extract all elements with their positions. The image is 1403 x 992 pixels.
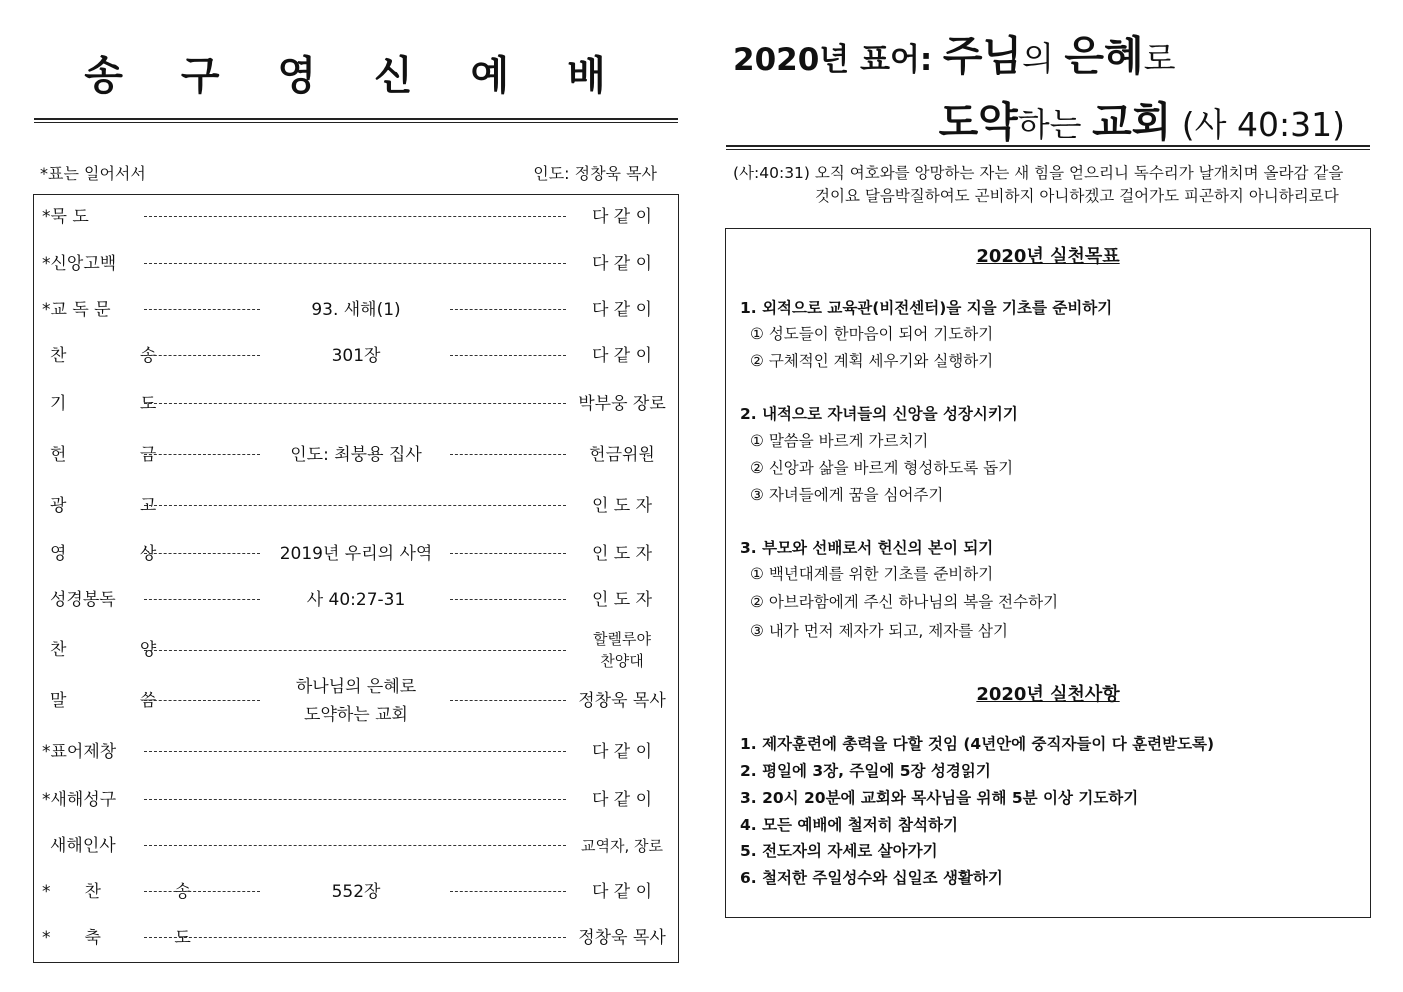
goal-item: ② 구체적인 계획 세우기와 실행하기 bbox=[750, 352, 994, 370]
order-item-detail bbox=[266, 676, 446, 726]
order-row bbox=[34, 580, 678, 620]
goal-item: ② 신앙과 삶을 바르게 형성하도록 돕기 bbox=[750, 459, 1014, 477]
order-item-name: *표어제창 bbox=[42, 742, 117, 762]
order-row bbox=[34, 290, 678, 330]
order-item-person: 다 같 이 bbox=[591, 882, 653, 902]
order-item-detail: 552장 bbox=[331, 882, 381, 902]
order-row bbox=[34, 244, 678, 284]
leader-dots bbox=[144, 751, 566, 752]
service-leader: 인도: 정창욱 목사 bbox=[533, 164, 657, 183]
service-title: 송 구 영 신 예 배 bbox=[84, 53, 628, 99]
order-row bbox=[34, 872, 678, 912]
practice-item: 6. 철저한 주일성수와 십일조 생활하기 bbox=[740, 869, 1003, 887]
goal-item: ① 백년대계를 위한 기초를 준비하기 bbox=[750, 565, 994, 583]
practice-item: 4. 모든 예배에 철저히 참석하기 bbox=[740, 816, 958, 834]
leader-dots bbox=[144, 845, 566, 846]
order-item-person: 다 같 이 bbox=[591, 300, 653, 320]
order-item-name: *신앙고백 bbox=[42, 254, 117, 274]
order-item-name: 찬 양 bbox=[50, 640, 191, 660]
order-row bbox=[34, 628, 678, 672]
practice-item: 1. 제자훈련에 총력을 다할 것임 (4년안에 중직자들이 다 훈련받도록) bbox=[740, 735, 1215, 753]
order-item-person: 다 같 이 bbox=[591, 207, 653, 227]
theme-word: 도약 bbox=[938, 98, 1018, 146]
leader-dots bbox=[144, 309, 260, 310]
practice-title: 2020년 실천사항 bbox=[976, 684, 1120, 705]
order-item-person: 다 같 이 bbox=[591, 790, 653, 810]
theme-particle: 하는 bbox=[1017, 105, 1082, 144]
order-item-name: 영 상 bbox=[50, 544, 191, 564]
practice-item: 2. 평일에 3장, 주일에 5장 성경읽기 bbox=[740, 762, 991, 780]
order-item-detail: 301장 bbox=[331, 346, 381, 366]
theme-line-2 bbox=[939, 98, 1345, 149]
order-row bbox=[34, 918, 678, 958]
order-item-name: 새해인사 bbox=[50, 836, 116, 856]
leader-dots bbox=[450, 553, 566, 554]
order-item-person: 박부웅 장로 bbox=[578, 394, 666, 414]
order-item-name: *축 도 bbox=[42, 928, 225, 948]
order-row bbox=[34, 197, 678, 237]
leader-dots bbox=[144, 799, 566, 800]
leader-dots bbox=[144, 454, 260, 455]
goal-item: ③ 내가 먼저 제자가 되고, 제자를 삼기 bbox=[750, 622, 1009, 640]
leader-dots bbox=[144, 891, 260, 892]
theme-particle: 로 bbox=[1143, 39, 1176, 78]
goals-box bbox=[725, 228, 1371, 918]
order-row bbox=[34, 826, 678, 866]
scripture-verse bbox=[733, 162, 1369, 208]
order-row bbox=[34, 336, 678, 376]
order-item-person-line: 찬양대 bbox=[600, 652, 644, 670]
leader-dots bbox=[450, 891, 566, 892]
theme-divider bbox=[726, 145, 1370, 150]
leader-dots bbox=[450, 454, 566, 455]
leader-dots bbox=[450, 700, 566, 701]
order-row bbox=[34, 486, 678, 526]
theme-word: 교회 bbox=[1092, 98, 1172, 146]
goal-item: ① 성도들이 한마음이 되어 기도하기 bbox=[750, 325, 994, 343]
theme-year-label: 2020년 표어: bbox=[733, 42, 933, 78]
goal-item: ② 아브라함에게 주신 하나님의 복을 전수하기 bbox=[750, 593, 1059, 611]
theme-word: 은혜 bbox=[1064, 32, 1144, 80]
practice-item: 3. 20시 20분에 교회와 목사님을 위해 5분 이상 기도하기 bbox=[740, 789, 1139, 807]
order-row bbox=[34, 534, 678, 574]
order-item-person: 정창욱 목사 bbox=[578, 928, 666, 948]
order-item-detail: 2019년 우리의 사역 bbox=[279, 544, 433, 564]
theme-reference: (사 40:31) bbox=[1181, 105, 1345, 144]
leader-dots bbox=[144, 650, 566, 651]
order-item-name: *찬 송 bbox=[42, 882, 225, 902]
order-item-detail: 93. 새해(1) bbox=[311, 300, 401, 320]
goals-title: 2020년 실천목표 bbox=[976, 246, 1120, 267]
leader-dots bbox=[144, 937, 566, 938]
order-item-name: 헌 금 bbox=[50, 445, 191, 465]
goal-item: ① 말씀을 바르게 가르치기 bbox=[750, 432, 929, 450]
order-item-name: *묵 도 bbox=[42, 207, 89, 227]
order-item-name: *새해성구 bbox=[42, 790, 117, 810]
leader-dots bbox=[144, 553, 260, 554]
leader-dots bbox=[144, 263, 566, 264]
goal-heading: 1. 외적으로 교육관(비전센터)을 지을 기초를 준비하기 bbox=[740, 299, 1113, 317]
goal-item: ③ 자녀들에게 꿈을 심어주기 bbox=[750, 486, 944, 504]
order-item-name: 말 씀 bbox=[50, 691, 191, 711]
leader-dots bbox=[450, 309, 566, 310]
order-item-person: 헌금위원 bbox=[589, 445, 655, 465]
order-item-person bbox=[566, 628, 678, 672]
leader-dots bbox=[450, 355, 566, 356]
order-row bbox=[34, 780, 678, 820]
sermon-title-line: 하나님의 은혜로 bbox=[295, 677, 417, 697]
verse-line: (사:40:31) 오직 여호와를 앙망하는 자는 새 힘을 얻으리니 독수리가 날개치며 올라감 같을 bbox=[733, 164, 1344, 182]
order-item-person: 교역자, 장로 bbox=[581, 837, 663, 855]
leader-dots bbox=[144, 505, 566, 506]
order-item-name: 찬 송 bbox=[50, 346, 191, 366]
leader-dots bbox=[144, 403, 566, 404]
order-item-person: 다 같 이 bbox=[591, 254, 653, 274]
order-item-name: 광 고 bbox=[50, 496, 191, 516]
theme-word: 주님 bbox=[942, 32, 1023, 80]
sermon-title-line: 도약하는 교회 bbox=[304, 705, 408, 725]
order-of-service bbox=[33, 194, 679, 963]
order-row bbox=[34, 732, 678, 772]
leader-dots bbox=[144, 599, 260, 600]
order-item-person: 정창욱 목사 bbox=[578, 691, 666, 711]
order-item-person: 인 도 자 bbox=[591, 544, 653, 564]
order-row bbox=[34, 676, 678, 726]
order-item-person: 인 도 자 bbox=[591, 496, 653, 516]
order-item-name: 성경봉독 bbox=[50, 590, 116, 610]
order-item-name: 기 도 bbox=[50, 394, 191, 414]
theme-line-1 bbox=[733, 34, 1176, 82]
verse-line: 것이요 달음박질하여도 곤비하지 아니하겠고 걸어가도 피곤하지 아니하리로다 bbox=[815, 187, 1339, 205]
goal-heading: 2. 내적으로 자녀들의 신앙을 성장시키기 bbox=[740, 405, 1018, 423]
standing-note: *표는 일어서서 bbox=[40, 164, 146, 183]
order-item-person: 다 같 이 bbox=[591, 346, 653, 366]
leader-dots bbox=[144, 355, 260, 356]
order-row bbox=[34, 384, 678, 424]
title-divider bbox=[34, 118, 678, 123]
order-item-person: 다 같 이 bbox=[591, 742, 653, 762]
order-row bbox=[34, 435, 678, 475]
order-item-name: *교 독 문 bbox=[42, 300, 111, 320]
theme-particle: 의 bbox=[1022, 39, 1054, 78]
leader-dots bbox=[450, 599, 566, 600]
goal-heading: 3. 부모와 선배로서 헌신의 본이 되기 bbox=[740, 539, 994, 557]
practice-item: 5. 전도자의 자세로 살아가기 bbox=[740, 842, 938, 860]
order-item-person: 인 도 자 bbox=[591, 590, 653, 610]
order-item-detail: 인도: 최붕용 집사 bbox=[290, 445, 422, 465]
leader-dots bbox=[144, 700, 260, 701]
order-item-detail: 사 40:27-31 bbox=[306, 590, 406, 610]
order-item-person-line: 할렐루야 bbox=[593, 630, 651, 648]
leader-dots bbox=[144, 216, 566, 217]
